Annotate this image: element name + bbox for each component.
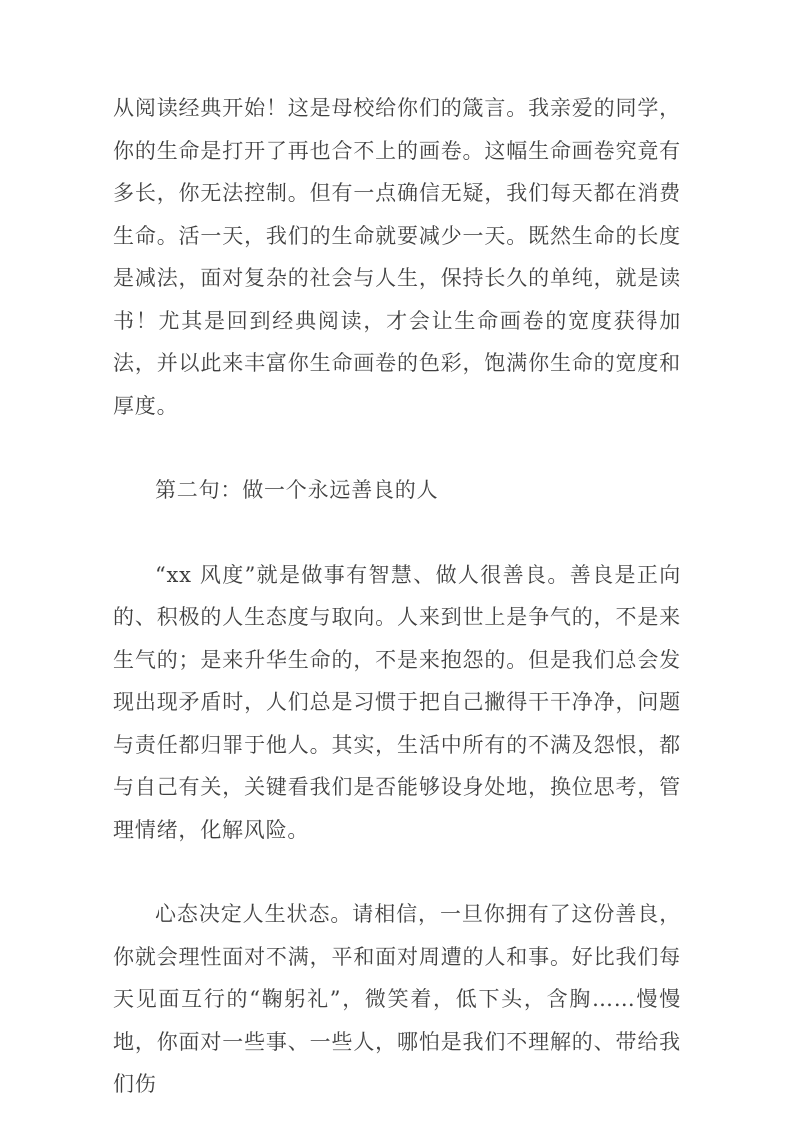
paragraph-mindset: 心态决定人生状态。请相信，一旦你拥有了这份善良，你就会理性面对不满，平和面对周遭的人和事。好比我们每天见面互行的“鞠躬礼”，微笑着，低下头，含胸……慢慢地，你面对一些事、一些人，哪怕是我们不理解的、带给我们伤 bbox=[113, 902, 681, 1096]
paragraph-reading-classics: 从阅读经典开始！这是母校给你们的箴言。我亲爱的同学，你的生命是打开了再也合不上的画卷。这幅生命画卷究竟有多长，你无法控制。但有一点确信无疑，我们每天都在消费生命。活一天，我们的生命就要减少一天。既然生命的长度是减法，面对复杂的社会与人生，保持长久的单纯，就是读书！尤其是回到经典阅读，才会让生命画卷的宽度获得加法，并以此来丰富你生命画卷的色彩，饱满你生命的宽度和厚度。 bbox=[113, 96, 681, 418]
document-text-area bbox=[113, 87, 681, 1106]
section-heading-second-sentence: 第二句：做一个永远善良的人 bbox=[155, 478, 439, 502]
paragraph-kindness: “xx 风度”就是做事有智慧、做人很善良。善良是正向的、积极的人生态度与取向。人来到世上是争气的，不是来生气的；是来升华生命的，不是来抱怨的。但是我们总会发现出现矛盾时，人们总是习惯于把自己撇得干干净净，问题与责任都归罪于他人。其实，生活中所有的不满及怨恨，都与自己有关，关键看我们是否能够设身处地，换位思考，管理情绪，化解风险。 bbox=[113, 562, 681, 842]
